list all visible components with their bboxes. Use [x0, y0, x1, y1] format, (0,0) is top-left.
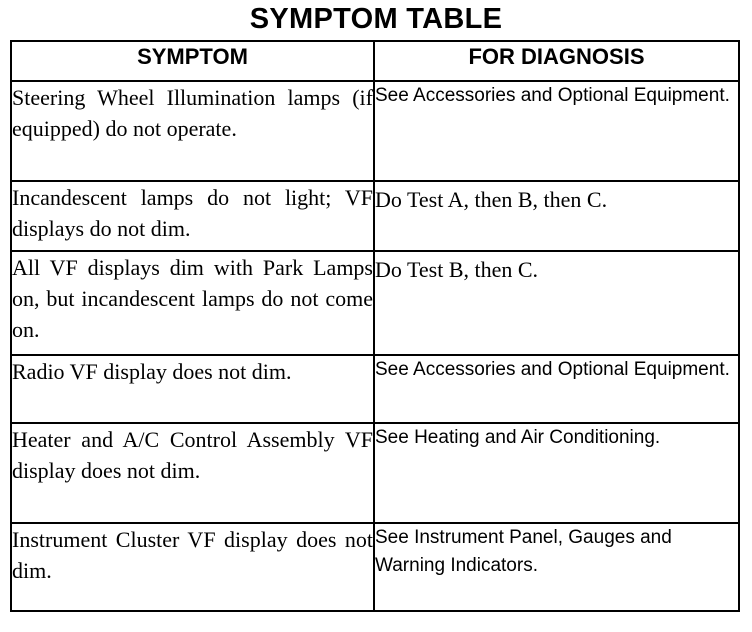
diagnosis-cell: Do Test B, then C. — [374, 251, 739, 355]
table-row — [11, 355, 739, 423]
symptom-cell: Radio VF display does not dim. — [11, 355, 374, 423]
table-row — [11, 81, 739, 181]
symptom-cell: Incandescent lamps do not light; VF displays do not dim. — [11, 181, 374, 251]
diagnosis-column-header — [374, 41, 739, 81]
diagnosis-header-label: FOR DIAGNOSIS — [468, 44, 645, 69]
symptom-cell: Heater and A/C Control Assembly VF display does not dim. — [11, 423, 374, 523]
table-row — [11, 423, 739, 523]
table-row — [11, 181, 739, 251]
diagnosis-cell: See Instrument Panel, Gauges and Warning Indicators. — [374, 523, 739, 611]
table-header-row — [11, 41, 739, 81]
symptom-column-header — [11, 41, 374, 81]
diagnosis-cell: Do Test A, then B, then C. — [374, 181, 739, 251]
symptom-cell: Instrument Cluster VF display does not dim. — [11, 523, 374, 611]
symptom-table — [10, 40, 740, 612]
symptom-cell: Steering Wheel Illumination lamps (if equipped) do not operate. — [11, 81, 374, 181]
page-title: SYMPTOM TABLE — [249, 3, 503, 35]
diagnosis-cell: See Accessories and Optional Equipment. — [374, 81, 739, 181]
table-row — [11, 251, 739, 355]
table-row — [11, 523, 739, 611]
symptom-header-label: SYMPTOM — [137, 44, 248, 69]
diagnosis-cell: See Accessories and Optional Equipment. — [374, 355, 739, 423]
symptom-cell: All VF displays dim with Park Lamps on, but incandescent lamps do not come on. — [11, 251, 374, 355]
diagnosis-cell: See Heating and Air Conditioning. — [374, 423, 739, 523]
